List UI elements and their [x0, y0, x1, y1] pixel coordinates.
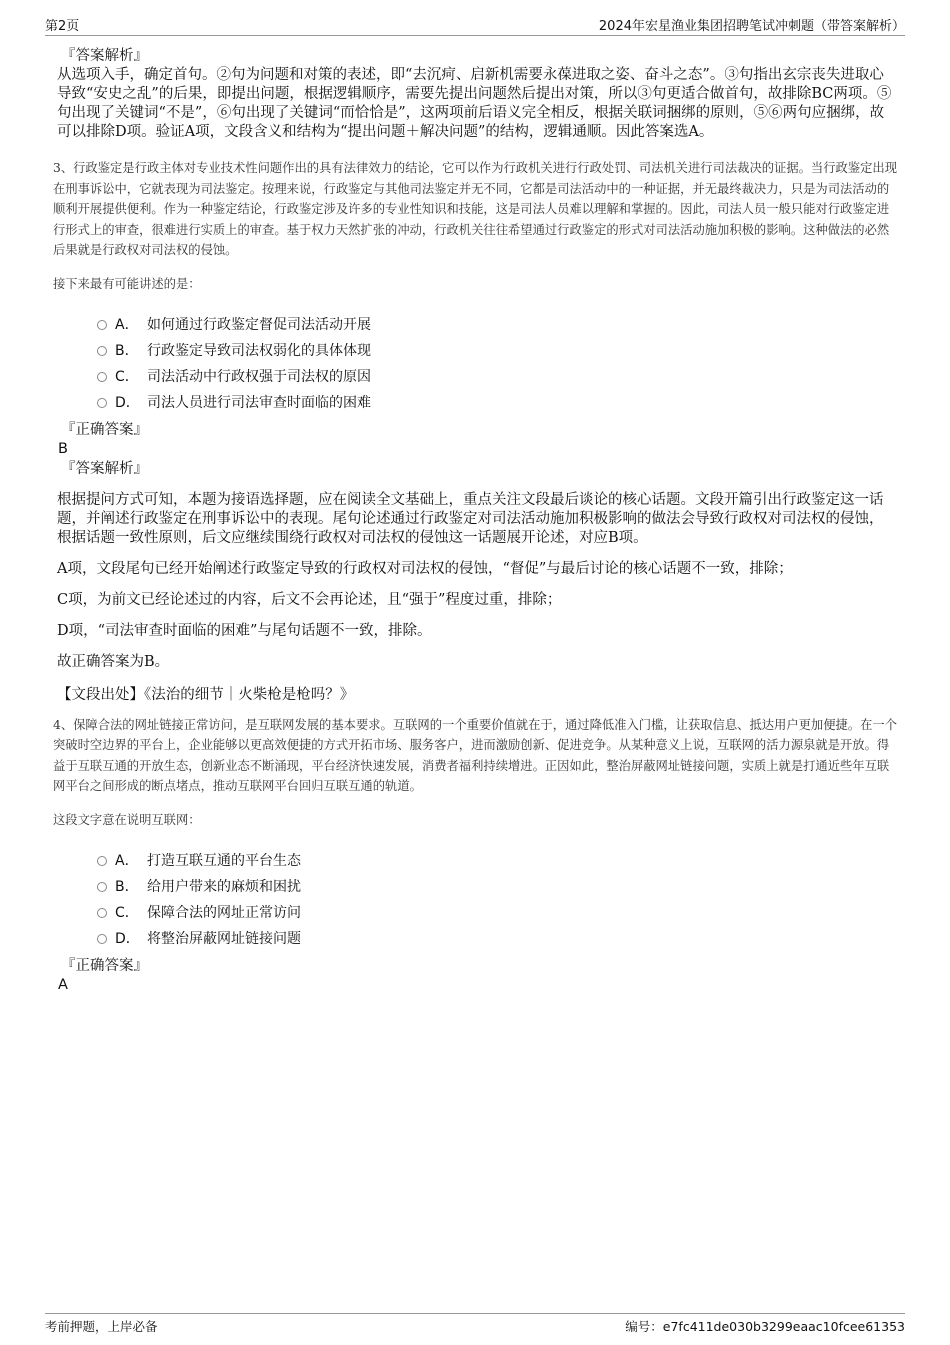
option-b[interactable]: B． 行政鉴定导致司法权弱化的具体体现 — [97, 338, 897, 364]
radio-icon[interactable] — [97, 372, 107, 382]
question-3-text: 3、行政鉴定是行政主体对专业技术性问题作出的具有法律效力的结论，它可以作为行政机关进行行政处罚、司法机关进行司法裁决的证据。当行政鉴定出现在刑事诉讼中，它就表现为司法鉴定。按理来说，行政鉴定与其他司法鉴定并无不同，它都是司法活动中的一种证据，并无最终裁决力，只是为司法活动的顺利开展提供便利。作为一种鉴定结论，行政鉴定涉及许多的专业性知识和技能，这是司法人员难以理解和掌握的。因此，司法人员一般只能对行政鉴定进行形式上的审查，很难进行实质上的审查。基于权力天然扩张的冲动，行政机关往往希望通过行政鉴定的形式对司法活动施加积极的影响。这种做法的必然后果就是行政权对司法权的侵蚀。 — [53, 161, 898, 257]
analysis-label: 『答案解析』 — [61, 460, 148, 477]
option-a[interactable]: A． 如何通过行政鉴定督促司法活动开展 — [97, 312, 897, 338]
option-c[interactable]: C． 司法活动中行政权强于司法权的原因 — [97, 364, 897, 390]
question-3-prompt: 接下来最有可能讲述的是： — [53, 276, 201, 291]
radio-icon[interactable] — [97, 856, 107, 866]
radio-icon[interactable] — [97, 882, 107, 892]
page-header — [45, 13, 905, 36]
option-d[interactable]: D． 司法人员进行司法审查时面临的困难 — [97, 390, 897, 416]
question-3 — [53, 158, 898, 705]
document-code: 编号：e7fc411de030b3299eaac10fcee61353 — [625, 1319, 905, 1334]
analysis-paragraph: 故正确答案为B。 — [57, 653, 170, 670]
question-4-prompt: 这段文字意在说明互联网： — [53, 812, 201, 827]
analysis-paragraph: 根据提问方式可知，本题为接语选择题，应在阅读全文基础上，重点关注文段最后谈论的核心话题。文段开篇引出行政鉴定这一话题，并阐述行政鉴定在刑事诉讼中的表现。尾句论述通过行政鉴定对司法活动施加积极影响的做法会导致行政权对司法权的侵蚀，根据话题一致性原则，后文应继续围绕行政权对司法权的侵蚀这一话题展开论述，对应B项。 — [57, 491, 884, 546]
page-number: 第2页 — [45, 19, 80, 34]
question-3-analysis — [57, 491, 897, 672]
question-4-text: 4、保障合法的网址链接正常访问，是互联网发展的基本要求。互联网的一个重要价值就在于，通过降低准入门槛，让获取信息、抵达用户更加便捷。在一个突破时空边界的平台上，企业能够以更高效便捷的方式开拓市场、服务客户，进而激励创新、促进竞争。从某种意义上说，互联网的活力源泉就是开放。得益于互联互通的开放生态，创新业态不断涌现，平台经济快速发展，消费者福利持续增进。正因如此，整治屏蔽网址链接问题，实质上就是打通近些年互联网平台之间形成的断点堵点，推动互联网平台回归互联互通的轨道。 — [53, 717, 898, 793]
option-d[interactable]: D． 将整治屏蔽网址链接问题 — [97, 926, 897, 952]
document-title: 2024年宏星渔业集团招聘笔试冲刺题（带答案解析） — [598, 19, 905, 34]
radio-icon[interactable] — [97, 934, 107, 944]
question-4-options — [97, 848, 897, 952]
radio-icon[interactable] — [97, 346, 107, 356]
question-4 — [53, 715, 898, 995]
text-source: 【文段出处】《法治的细节｜火柴枪是枪吗？》 — [57, 686, 355, 703]
radio-icon[interactable] — [97, 908, 107, 918]
page-content — [53, 46, 898, 995]
question-3-options — [97, 312, 897, 416]
page-footer — [45, 1313, 905, 1336]
correct-answer-label: 『正确答案』 — [61, 957, 148, 974]
option-c[interactable]: C． 保障合法的网址正常访问 — [97, 900, 897, 926]
radio-icon[interactable] — [97, 320, 107, 330]
analysis-paragraph: A项，文段尾句已经开始阐述行政鉴定导致的行政权对司法权的侵蚀，“督促”与最后讨论的核心话题不一致，排除； — [57, 560, 793, 577]
analysis-label: 『答案解析』 — [61, 48, 148, 64]
section1-analysis — [57, 46, 897, 142]
footer-slogan: 考前押题，上岸必备 — [45, 1319, 158, 1334]
radio-icon[interactable] — [97, 398, 107, 408]
option-b[interactable]: B． 给用户带来的麻烦和困扰 — [97, 874, 897, 900]
correct-answer: B — [58, 440, 68, 457]
analysis-paragraph: C项，为前文已经论述过的内容，后文不会再论述，且“强于”程度过重，排除； — [57, 591, 562, 608]
analysis-paragraph: D项，“司法审查时面临的困难”与尾句话题不一致，排除。 — [57, 622, 432, 639]
option-a[interactable]: A． 打造互联互通的平台生态 — [97, 848, 897, 874]
correct-answer: A — [58, 976, 68, 993]
correct-answer-label: 『正确答案』 — [61, 421, 148, 438]
analysis-text: 从选项入手，确定首句。②句为问题和对策的表述，即“去沉疴、启新机需要永葆进取之姿、奋斗之态”。③句指出玄宗丧失进取心导致“安史之乱”的后果，即提出问题，根据逻辑顺序，需要先提出问题然后提出对策，所以③句更适合做首句，故排除BC两项。⑤句出现了关键词“不是”，⑥句出现了关键词“而恰恰是”，这两项前后语义完全相反，根据关联词捆绑的原则，⑤⑥两句应捆绑，故可以排除D项。验证A项，文段含义和结构为“提出问题＋解决问题”的结构，逻辑通顺。因此答案选A。 — [57, 67, 892, 140]
